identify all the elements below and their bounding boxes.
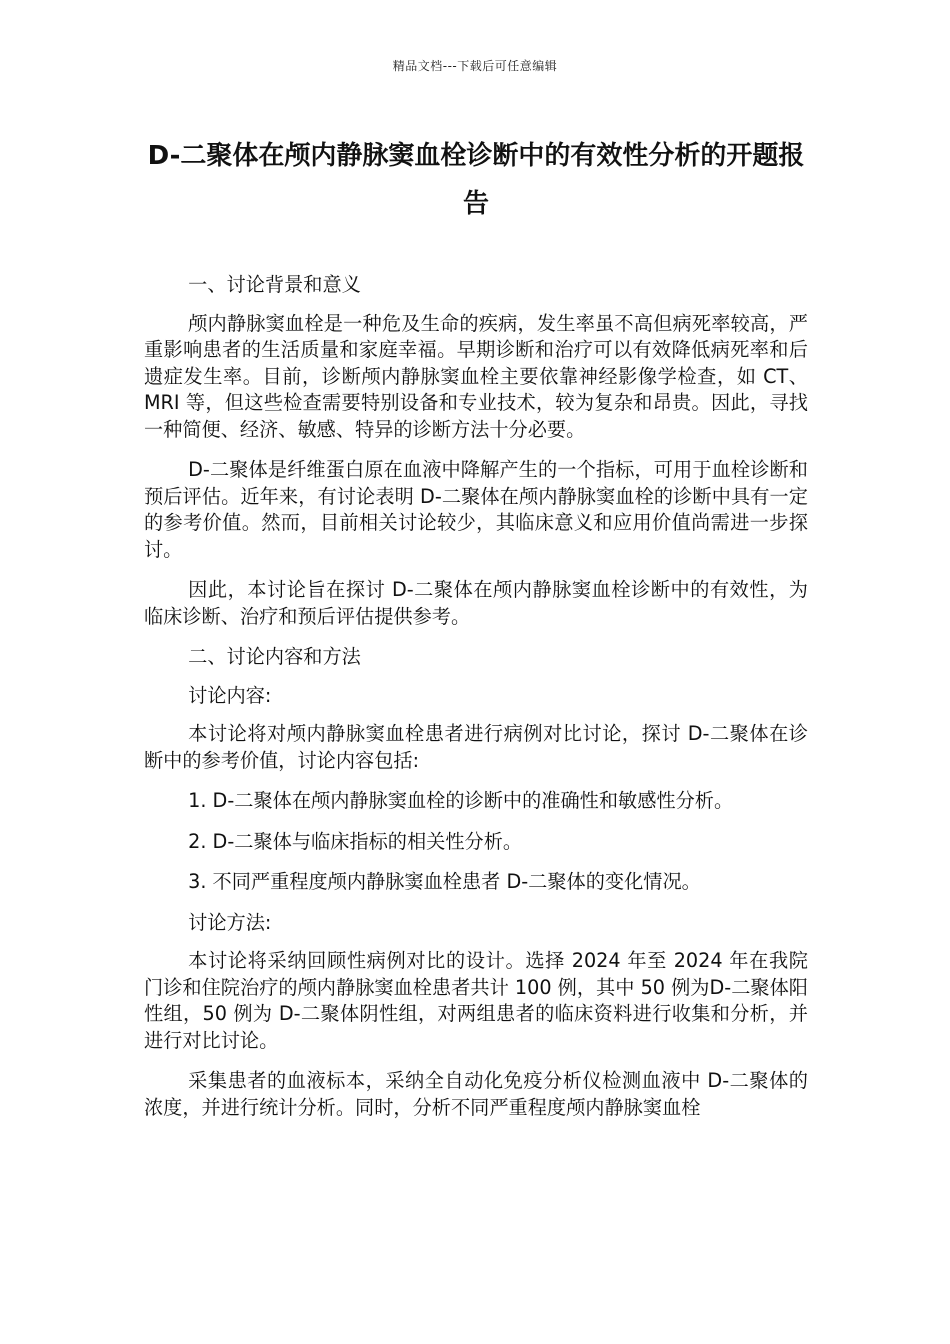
section-heading-content: 二、讨论内容和方法 <box>188 645 361 668</box>
paragraph: 因此，本讨论旨在探讨 D-二聚体在颅内静脉窦血栓诊断中的有效性，为临床诊断、治疗和预后评估提供参考。 <box>144 578 808 628</box>
list-item: 1. D-二聚体在颅内静脉窦血栓的诊断中的准确性和敏感性分析。 <box>188 789 734 812</box>
page-header: 精品文档---下载后可任意编辑 <box>392 59 558 73</box>
method-label: 讨论方法: <box>188 910 272 934</box>
paragraph: 颅内静脉窦血栓是一种危及生命的疾病，发生率虽不高但病死率较高，严重影响患者的生活质量和家庭幸福。早期诊断和治疗可以有效降低病死率和后遗症发生率。目前，诊断颅内静脉窦血栓主要依靠神经影像学检查，如 CT、MRI 等，但这些检查需要特别设备和专业技术，较为复杂和昂贵。因此，寻找一种简便、经济、敏感、特异的诊断方法十分必要。 <box>144 311 808 441</box>
paragraph: 采集患者的血液标本，采纳全自动化免疫分析仪检测血液中 D-二聚体的浓度，并进行统计分析。同时，分析不同严重程度颅内静脉窦血栓 <box>144 1069 808 1119</box>
document-body <box>144 272 808 1135</box>
document-title: D-二聚体在颅内静脉窦血栓诊断中的有效性分析的开题报告 <box>147 141 805 219</box>
list-item: 2. D-二聚体与临床指标的相关性分析。 <box>188 829 523 853</box>
section-heading-background: 一、讨论背景和意义 <box>188 273 361 296</box>
paragraph: 本讨论将对颅内静脉窦血栓患者进行病例对比讨论，探讨 D-二聚体在诊断中的参考价值，讨论内容包括: <box>144 722 808 772</box>
list-item: 3. 不同严重程度颅内静脉窦血栓患者 D-二聚体的变化情况。 <box>188 870 701 893</box>
paragraph: D-二聚体是纤维蛋白原在血液中降解产生的一个指标，可用于血栓诊断和预后评估。近年来，有讨论表明 D-二聚体在颅内静脉窦血栓的诊断中具有一定的参考价值。然而，目前相关讨论较少，其临床意义和应用价值尚需进一步探讨。 <box>144 458 808 561</box>
content-label: 讨论内容: <box>188 683 272 707</box>
paragraph: 本讨论将采纳回顾性病例对比的设计。选择 2024 年至 2024 年在我院门诊和住院治疗的颅内静脉窦血栓患者共计 100 例，其中 50 例为D-二聚体阳性组，50 例为 D-二聚体阴性组，对两组患者的临床资料进行收集和分析，并进行对比讨论。 <box>144 949 808 1052</box>
